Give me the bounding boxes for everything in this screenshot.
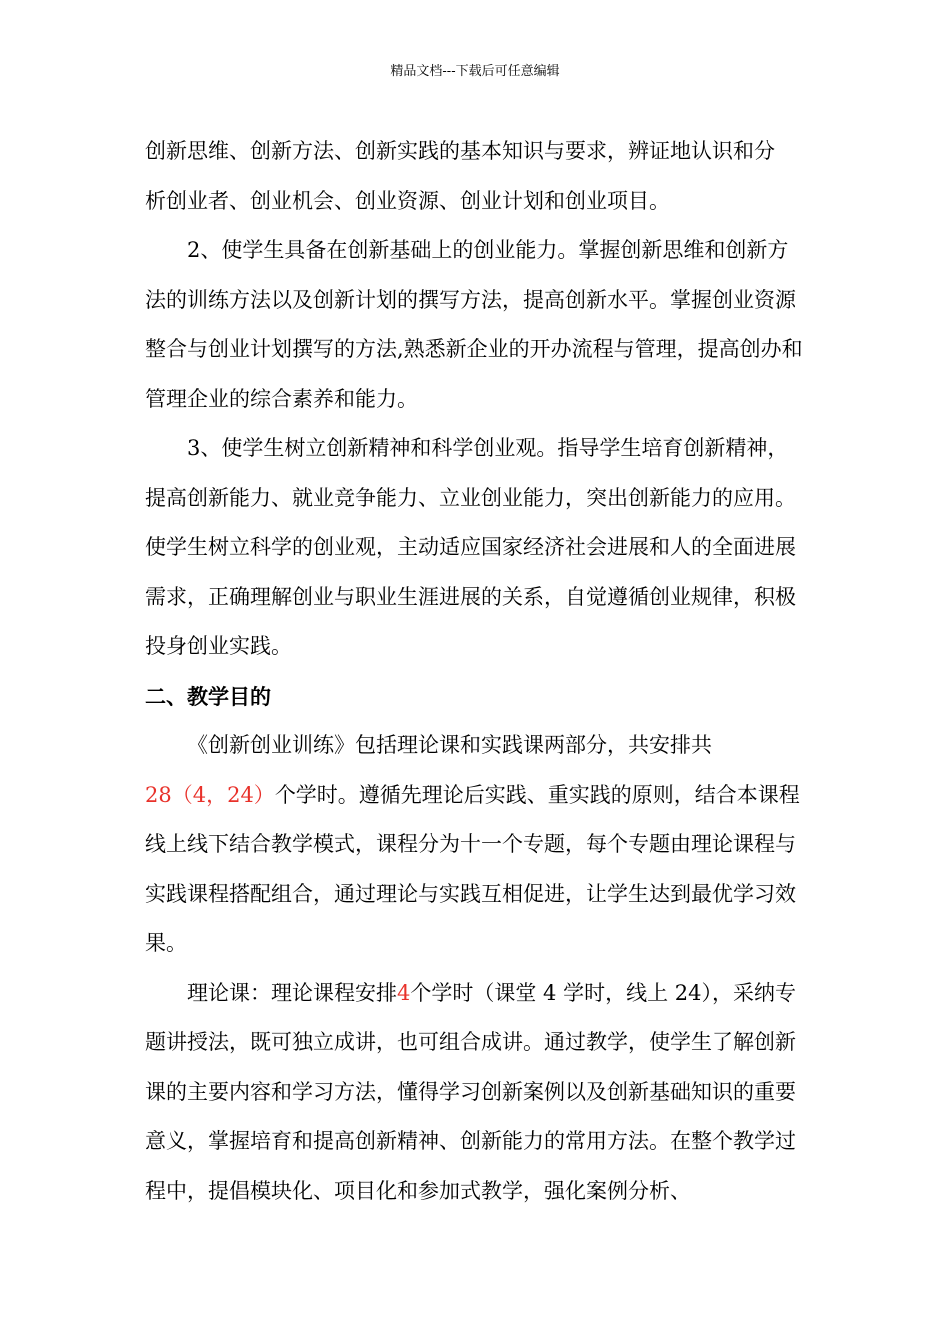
theory-hours-highlight: 4 bbox=[397, 980, 411, 1005]
paragraph-4 bbox=[145, 771, 805, 969]
paragraph-2: 2、使学生具备在创新基础上的创业能力。掌握创新思维和创新方法的训练方法以及创新计划的撰写方法，提高创新水平。掌握创业资源整合与创业计划撰写的方法,熟悉新企业的开办流程与管理，提高创办和管理企业的综合素养和能力。 bbox=[145, 238, 803, 411]
paragraph-4-line-1: 《创新创业训练》包括理论课和实践课两部分，共安排共 bbox=[187, 733, 712, 757]
page-header: 精品文档---下载后可任意编辑 bbox=[390, 64, 560, 79]
paragraph-1-line-1: 创新思维、创新方法、创新实践的基本知识与要求，辨证地认识和分 bbox=[145, 139, 775, 163]
paragraph-1-line-2: 析创业者、创业机会、创业资源、创业计划和创业项目。 bbox=[145, 188, 670, 213]
paragraph-5-start: 理论课：理论课程安排 bbox=[187, 980, 397, 1005]
paragraph-5-text: 个学时（课堂 4 学时，线上 24），采纳专题讲授法，既可独立成讲，也可组合成讲。通过教学，使学生了解创新课的主要内容和学习方法，懂得学习创新案例以及创新基础知识的重要意义，掌握培育和提高创新精神、创新能力的常用方法。在整个教学过程中，提倡模块化、项目化和参加式教学，强化案例分析、 bbox=[145, 980, 796, 1203]
hours-highlight: 28（4，24） bbox=[145, 782, 275, 807]
paragraph-4-text: 个学时。遵循先理论后实践、重实践的原则，结合本课程线上线下结合教学模式，课程分为十一个专题，每个专题由理论课程与实践课程搭配组合，通过理论与实践互相促进，让学生达到最优学习效果。 bbox=[145, 782, 800, 955]
paragraph-3: 3、使学生树立创新精神和科学创业观。指导学生培育创新精神，提高创新能力、就业竞争能力、立业创业能力，突出创新能力的应用。使学生树立科学的创业观，主动适应国家经济社会进展和人的全面进展需求，正确理解创业与职业生涯进展的关系，自觉遵循创业规律，积极投身创业实践。 bbox=[145, 436, 796, 658]
document-body bbox=[145, 127, 805, 1216]
section-heading-teaching-goal: 二、教学目的 bbox=[145, 683, 271, 709]
paragraph-5 bbox=[145, 969, 805, 1217]
